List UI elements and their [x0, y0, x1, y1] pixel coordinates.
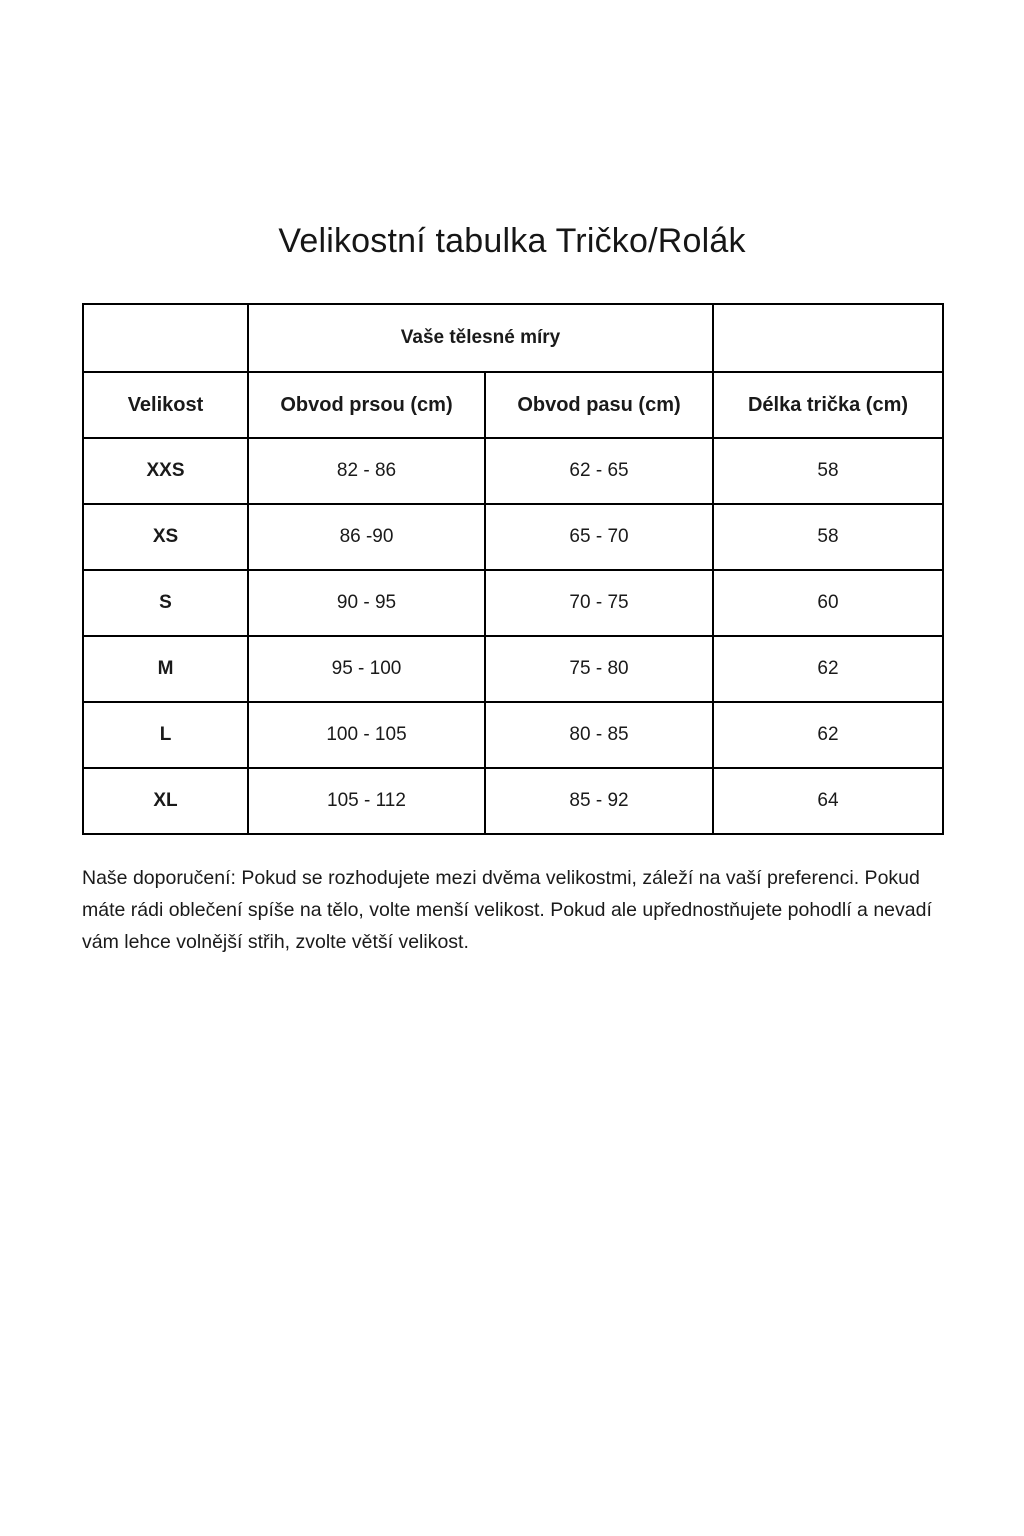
size-chart-page	[82, 0, 942, 959]
chest-cell: 105 - 112	[248, 768, 485, 834]
table-row	[83, 636, 943, 702]
chest-cell: 100 - 105	[248, 702, 485, 768]
length-cell: 62	[713, 702, 943, 768]
column-header-obvod-pasu: Obvod pasu (cm)	[485, 372, 713, 438]
waist-cell: 65 - 70	[485, 504, 713, 570]
length-cell: 58	[713, 504, 943, 570]
length-cell: 62	[713, 636, 943, 702]
table-row	[83, 570, 943, 636]
table-row	[83, 438, 943, 504]
table-header-row	[83, 372, 943, 438]
body-measures-header: Vaše tělesné míry	[248, 304, 713, 372]
size-cell: M	[83, 636, 248, 702]
waist-cell: 62 - 65	[485, 438, 713, 504]
waist-cell: 70 - 75	[485, 570, 713, 636]
chest-cell: 82 - 86	[248, 438, 485, 504]
waist-cell: 75 - 80	[485, 636, 713, 702]
size-cell: S	[83, 570, 248, 636]
empty-cell	[83, 304, 248, 372]
length-cell: 60	[713, 570, 943, 636]
table-row	[83, 504, 943, 570]
column-header-velikost: Velikost	[83, 372, 248, 438]
page-title: Velikostní tabulka Tričko/Rolák	[278, 222, 746, 260]
size-cell: XXS	[83, 438, 248, 504]
column-header-obvod-prsou: Obvod prsou (cm)	[248, 372, 485, 438]
table-group-header-row	[83, 304, 943, 372]
chest-cell: 95 - 100	[248, 636, 485, 702]
chest-cell: 86 -90	[248, 504, 485, 570]
length-cell: 58	[713, 438, 943, 504]
table-row	[83, 768, 943, 834]
empty-cell	[713, 304, 943, 372]
size-cell: XL	[83, 768, 248, 834]
column-header-delka-tricka: Délka trička (cm)	[713, 372, 943, 438]
table-row	[83, 702, 943, 768]
size-cell: XS	[83, 504, 248, 570]
chest-cell: 90 - 95	[248, 570, 485, 636]
length-cell: 64	[713, 768, 943, 834]
size-cell: L	[83, 702, 248, 768]
size-table	[82, 303, 944, 835]
waist-cell: 85 - 92	[485, 768, 713, 834]
waist-cell: 80 - 85	[485, 702, 713, 768]
recommendation-note: Naše doporučení: Pokud se rozhodujete mezi dvěma velikostmi, záleží na vaší preferenci. Pokud máte rádi oblečení spíše na tělo, volte menší velikost. Pokud ale upřednostňujete pohodlí a nevadí vám lehce volnější střih, zvolte větší velikost.	[82, 867, 932, 953]
